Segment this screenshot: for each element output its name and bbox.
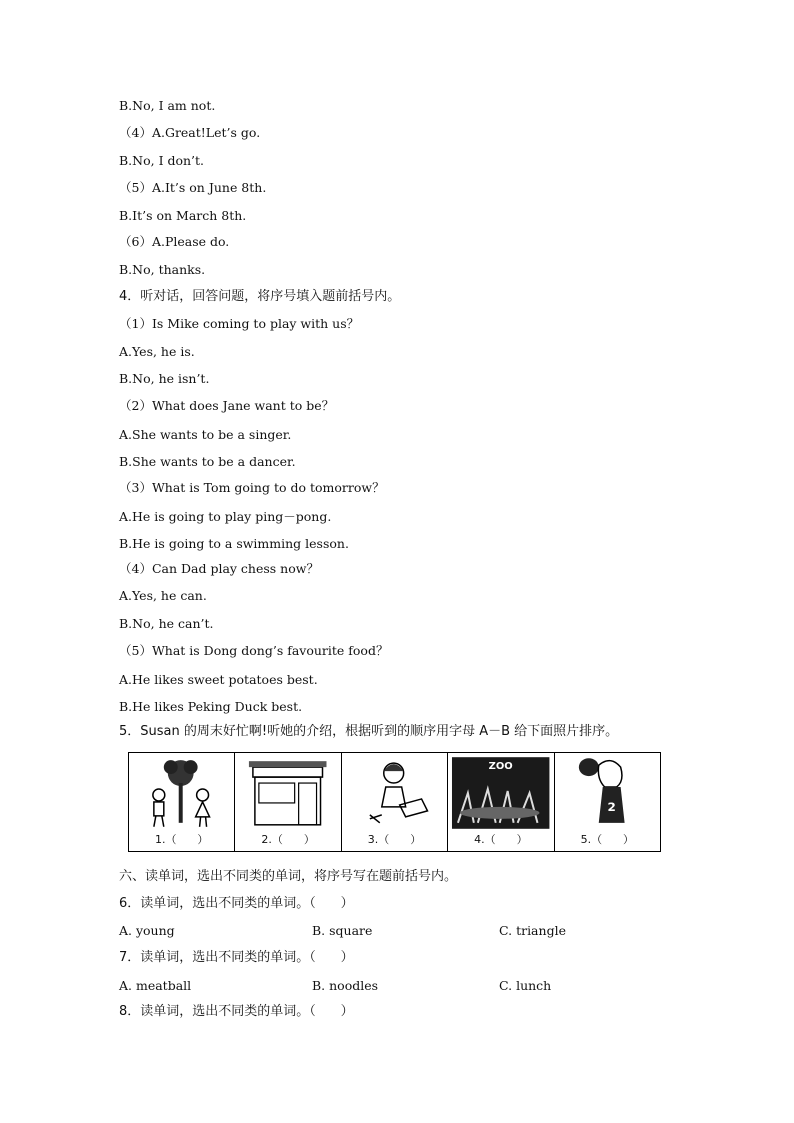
photo-cell	[555, 753, 660, 851]
photo-caption: 2.（ ）	[261, 833, 315, 846]
q7-option-a: A. meatball	[119, 978, 192, 993]
q6-option-a: A. young	[119, 923, 175, 938]
question-8-stem: 8．读单词，选出不同类的单词。（ ）	[119, 1004, 354, 1019]
option-text: B.No, he can’t.	[119, 616, 214, 631]
photo-caption: 1.（ ）	[154, 833, 209, 846]
photo-strip	[128, 752, 661, 852]
photo-caption: 5.（ ）	[580, 833, 635, 846]
photo-cell	[448, 753, 554, 851]
option-text: B.She wants to be a dancer.	[119, 454, 296, 469]
option-text: A.He likes sweet potatoes best.	[119, 672, 318, 687]
q7-option-c: C. lunch	[499, 978, 552, 993]
q6-option-c: C. triangle	[499, 923, 566, 938]
shop-icon	[235, 753, 340, 831]
section-4-heading: 4．听对话，回答问题，将序号填入题前括号内。	[119, 289, 401, 304]
photo-cell	[342, 753, 448, 851]
question-text: （3）What is Tom going to do tomorrow？	[119, 480, 385, 495]
option-text: B.No, I am not.	[119, 98, 216, 113]
zoo-sign-text: ZOO	[488, 761, 513, 773]
option-text: A.She wants to be a singer.	[119, 427, 292, 442]
option-text: B.He is going to a swimming lesson.	[119, 536, 349, 551]
photo-cell	[129, 753, 235, 851]
option-text: B.No, I don’t.	[119, 153, 205, 168]
question-7-stem: 7．读单词，选出不同类的单词。（ ）	[119, 950, 354, 965]
children-tree-icon	[129, 753, 234, 831]
question-text: （1）Is Mike coming to play with us？	[119, 316, 360, 331]
option-text: B.It’s on March 8th.	[119, 208, 247, 223]
q6-option-b: B. square	[312, 923, 373, 938]
option-text: B.No, thanks.	[119, 262, 206, 277]
option-text: A.Yes, he can.	[119, 588, 207, 603]
girl-reading-icon	[342, 753, 447, 831]
section-5-heading: 5．Susan 的周末好忙啊!听她的介绍，根据听到的顺序用字母 A－B 给下面照片排序。	[119, 724, 619, 739]
question-text: （5）A.It’s on June 8th.	[119, 180, 267, 195]
section-6-heading: 六、读单词，选出不同类的单词，将序号写在题前括号内。	[119, 869, 458, 884]
question-6-stem: 6．读单词，选出不同类的单词。（ ）	[119, 896, 354, 911]
photo-caption: 4.（ ）	[474, 833, 528, 846]
zoo-icon	[448, 753, 553, 831]
jersey-number: 2	[607, 799, 616, 814]
question-text: （5）What is Dong dong’s favourite food？	[119, 643, 389, 658]
question-text: （6）A.Please do.	[119, 234, 230, 249]
question-text: （4）A.Great!Let’s go.	[119, 125, 261, 140]
option-text: A.Yes, he is.	[119, 344, 195, 359]
option-text: B.He likes Peking Duck best.	[119, 699, 303, 714]
question-text: （4）Can Dad play chess now？	[119, 561, 319, 576]
option-text: A.He is going to play ping－pong.	[119, 509, 332, 524]
photo-caption: 3.（ ）	[367, 833, 422, 846]
question-text: （2）What does Jane want to be？	[119, 398, 335, 413]
basketball-player-icon	[555, 753, 660, 831]
q7-option-b: B. noodles	[312, 978, 379, 993]
photo-cell	[235, 753, 341, 851]
option-text: B.No, he isn’t.	[119, 371, 210, 386]
